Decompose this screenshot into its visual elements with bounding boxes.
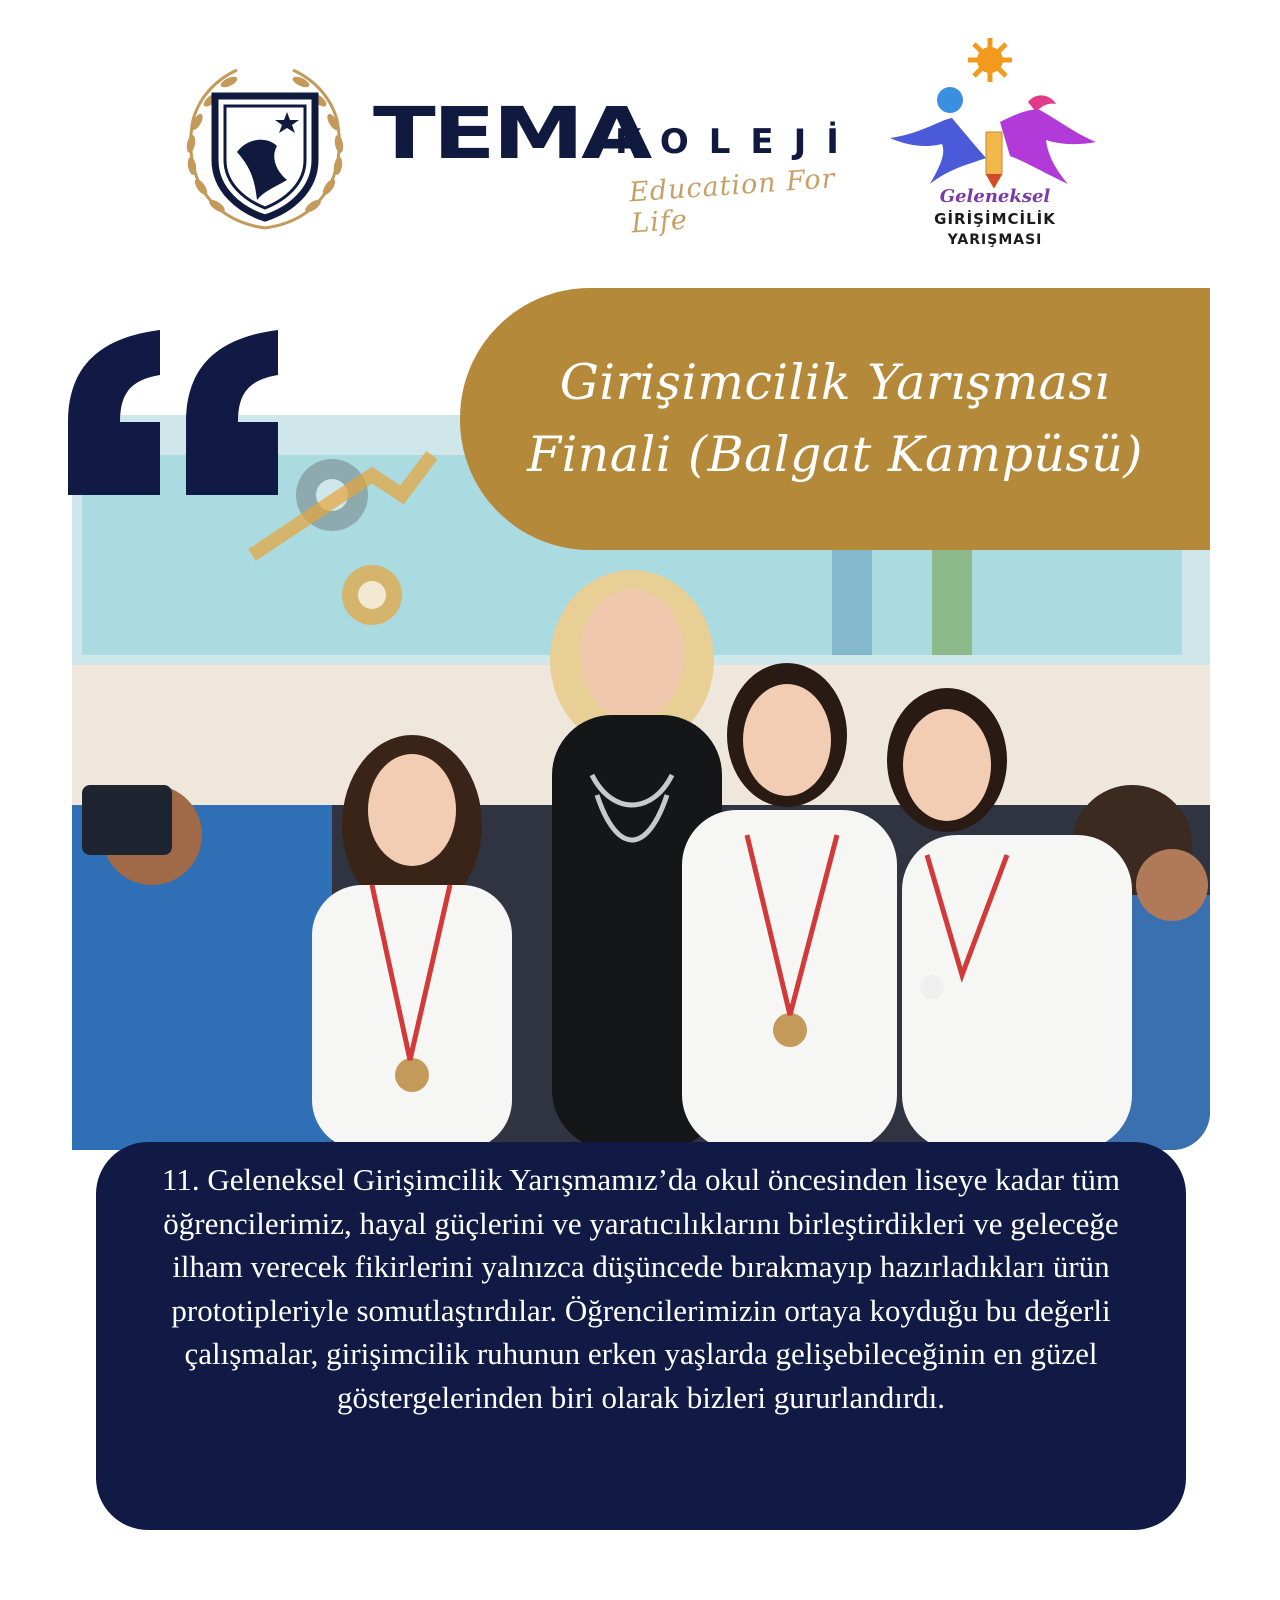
competition-logo-line2: GİRİŞİMCİLİK — [934, 210, 1056, 228]
laurel-shield-icon — [175, 60, 355, 240]
tagline-text: Education For Life — [628, 163, 837, 240]
description-text: 11. Geleneksel Girişimcilik Yarışmamız’da okul öncesinden liseye kadar tüm öğrencilerimiz, hayal güçlerini ve yaratıcılıklarını birleştirdikleri ve geleceğe ilham verecek fikirlerini yalnızca düşüncede bırakmayıp hazırladıkları ürün prototipleriyle somutlaştırdılar. Öğrencilerimizin ortaya koyduğu bu değerli çalışmalar, girişimcilik ruhunun erken yaşlarda gelişebileceğinin en güzel göstergelerinden biri olarak bizleri gururlandırdı. — [162, 1162, 1120, 1415]
koleji-text: KOLEJİ — [615, 122, 859, 162]
competition-logo — [890, 38, 1120, 258]
tema-koleji-logo — [175, 60, 859, 240]
children-sun-pencil-icon — [890, 38, 1100, 188]
title-line-1: Girişimcilik Yarışması — [559, 354, 1111, 411]
quote-mark-icon — [68, 330, 288, 500]
tema-wordmark: TEMA — [373, 91, 650, 176]
title-line-2: Finali (Balgat Kampüsü) — [527, 426, 1143, 483]
competition-logo-line3: YARIŞMASI — [947, 232, 1043, 248]
title-banner — [460, 288, 1210, 550]
competition-logo-line1: Geleneksel — [939, 186, 1051, 207]
description-card — [96, 1142, 1186, 1530]
